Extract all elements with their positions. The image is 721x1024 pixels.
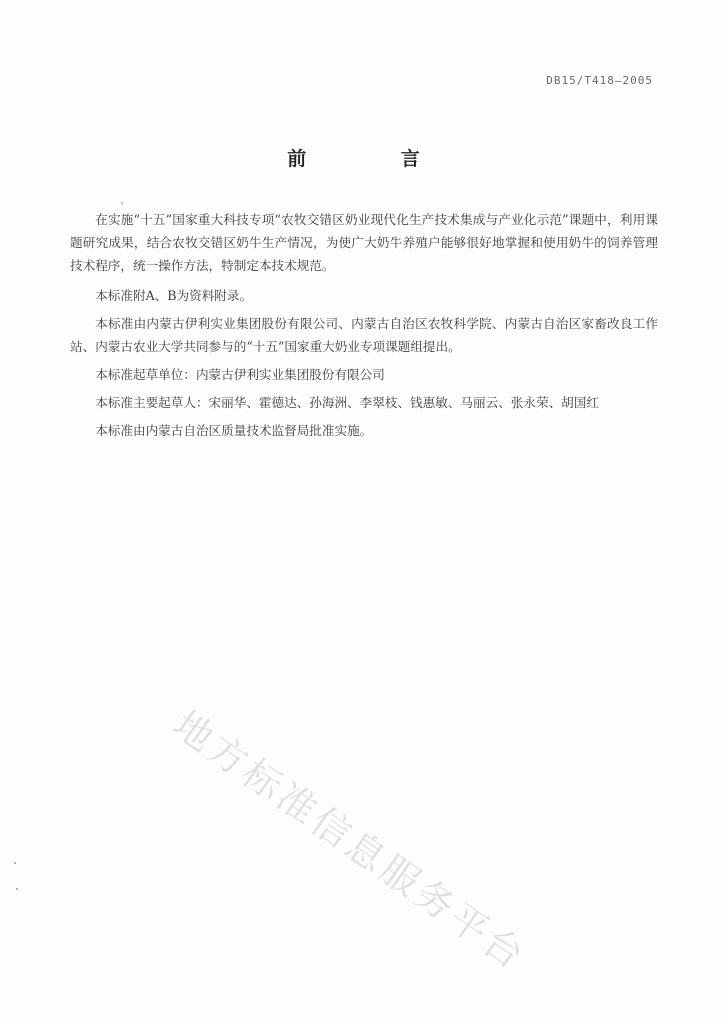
foreword-body — [70, 208, 658, 447]
section-title: 前 言 — [287, 148, 464, 170]
paragraph-appendix: 本标准附A、B为资料附录。 — [95, 288, 253, 303]
standard-code: DB15/T418—2005 — [546, 74, 653, 87]
paragraph-approval: 本标准由内蒙古自治区质量技术监督局批准实施。 — [95, 423, 373, 438]
paragraph-drafters: 本标准主要起草人：宋丽华、霍德达、孙海洲、李翠枝、钱惠敏、马丽云、张永荣、胡国红 — [95, 395, 599, 410]
stray-mark: 、 — [120, 196, 130, 207]
scan-speck — [14, 862, 16, 864]
watermark-text: 地方标准信息服务平台 — [165, 702, 535, 980]
paragraph-drafting-unit: 本标准起草单位：内蒙古伊利实业集团股份有限公司 — [95, 367, 385, 382]
paragraph-proposer: 本标准由内蒙古伊利实业集团股份有限公司、内蒙古自治区农牧科学院、内蒙古自治区家畜改良工作站、内蒙古农业大学共同参与的“十五”国家重大奶业专项课题组提出。 — [70, 316, 658, 354]
paragraph-background: 在实施“十五”国家重大科技专项“农牧交错区奶业现代化生产技术集成与产业化示范”课题中，利用课题研究成果，结合农牧交错区奶牛生产情况，为使广大奶牛养殖户能够很好地掌握和使用奶牛的饲养管理技术程序，统一操作方法，特制定本技术规范。 — [70, 212, 658, 273]
scan-speck — [16, 888, 18, 890]
